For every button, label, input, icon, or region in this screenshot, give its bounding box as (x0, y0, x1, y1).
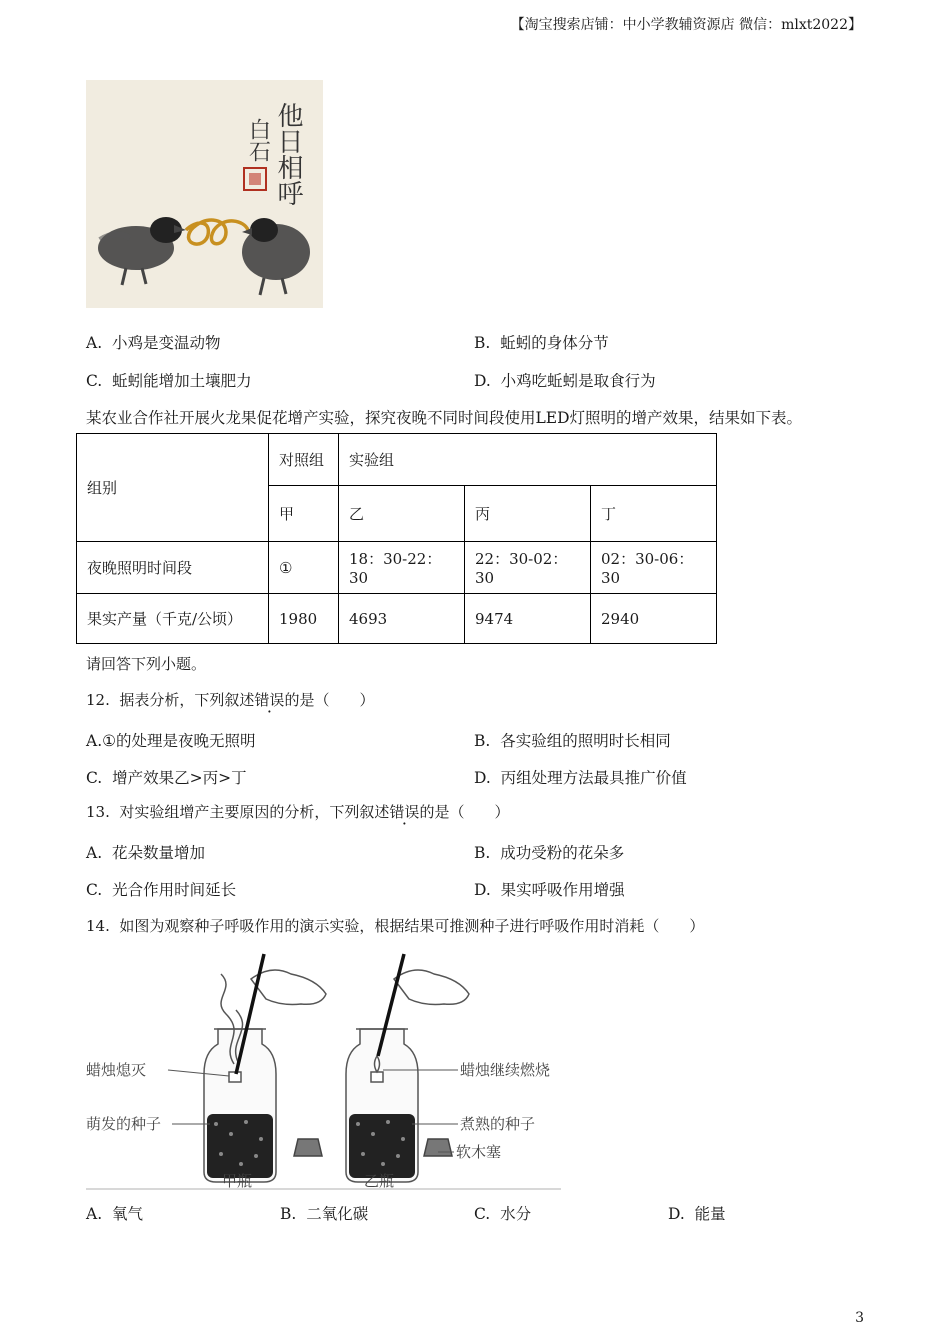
table-row-label: 夜晚照明时间段 (77, 542, 269, 594)
table-subgroup: 丁 (591, 486, 717, 542)
q13-option-d: D. 果实呼吸作用增强 (474, 881, 625, 899)
seed-respiration-figure (86, 944, 566, 1194)
label-jar-b: 乙瓶 (364, 1172, 395, 1190)
q14-option-a: A. 氧气 (86, 1205, 143, 1223)
table-cell: 02：30-06：30 (591, 542, 717, 594)
table-row (77, 542, 717, 594)
q14-option-d: D. 能量 (668, 1205, 726, 1223)
label-cork: 软木塞 (456, 1143, 502, 1161)
q11-option-d: D. 小鸡吃蚯蚓是取食行为 (474, 372, 656, 390)
table-subgroup: 甲 (269, 486, 339, 542)
q13-option-a: A. 花朵数量增加 (86, 844, 205, 862)
table-cell: 22：30-02：30 (465, 542, 591, 594)
q14-option-c: C. 水分 (474, 1205, 532, 1223)
label-candle-burning: 蜡烛继续燃烧 (460, 1061, 551, 1079)
painting-inscription: 他日相呼 (273, 102, 303, 206)
table-cell: 18：30-22：30 (339, 542, 465, 594)
q13-option-c: C. 光合作用时间延长 (86, 881, 237, 899)
table-cell: 1980 (269, 594, 339, 644)
table-cell: 4693 (339, 594, 465, 644)
page-number: 3 (855, 1310, 864, 1326)
q12-option-a: A.①的处理是夜晚无照明 (86, 732, 256, 750)
q12-stem: 12. 据表分析，下列叙述错误的是（ ） (86, 691, 375, 709)
label-germinating-seeds: 萌发的种子 (86, 1115, 162, 1133)
table-cell: ① (269, 542, 339, 594)
table-header-control: 对照组 (269, 434, 339, 486)
q11-option-c: C. 蚯蚓能增加土壤肥力 (86, 372, 252, 390)
chicks-painting (86, 80, 323, 308)
label-cooked-seeds: 煮熟的种子 (460, 1115, 536, 1133)
table-header-experiment: 实验组 (339, 434, 717, 486)
q12-option-b: B. 各实验组的照明时长相同 (474, 732, 671, 750)
yield-table (76, 433, 717, 644)
q11-option-b: B. 蚯蚓的身体分节 (474, 334, 609, 352)
table-cell: 9474 (465, 594, 591, 644)
q12-option-c: C. 增产效果乙>丙>丁 (86, 769, 247, 787)
label-jar-a: 甲瓶 (222, 1172, 253, 1190)
q14-stem: 14. 如图为观察种子呼吸作用的演示实验，根据结果可推测种子进行呼吸作用时消耗（ ） (86, 917, 705, 935)
page-header: 【淘宝搜索店铺：中小学教辅资源店 微信：mlxt2022】 (510, 17, 862, 33)
q11-option-a: A. 小鸡是变温动物 (86, 334, 221, 352)
q12-option-d: D. 丙组处理方法最具推广价值 (474, 769, 687, 787)
q14-option-b: B. 二氧化碳 (280, 1205, 369, 1223)
table-row-label: 果实产量（千克/公顷） (77, 594, 269, 644)
table-row (77, 594, 717, 644)
q13-option-b: B. 成功受粉的花朵多 (474, 844, 625, 862)
table-cell: 2940 (591, 594, 717, 644)
experiment-intro: 某农业合作社开展火龙果促花增产实验，探究夜晚不同时间段使用LED灯照明的增产效果，结果如下表。 (86, 409, 803, 427)
q13-stem: 13. 对实验组增产主要原因的分析，下列叙述错误的是（ ） (86, 803, 510, 821)
table-subgroup: 丙 (465, 486, 591, 542)
painting-signature: 白石 (245, 118, 271, 162)
answer-prompt: 请回答下列小题。 (86, 655, 207, 673)
label-candle-out: 蜡烛熄灭 (86, 1061, 147, 1079)
table-header-group: 组别 (77, 434, 269, 542)
table-subgroup: 乙 (339, 486, 465, 542)
q13-emphasis: 错误 (389, 803, 420, 821)
q12-emphasis: 错误 (254, 691, 285, 709)
